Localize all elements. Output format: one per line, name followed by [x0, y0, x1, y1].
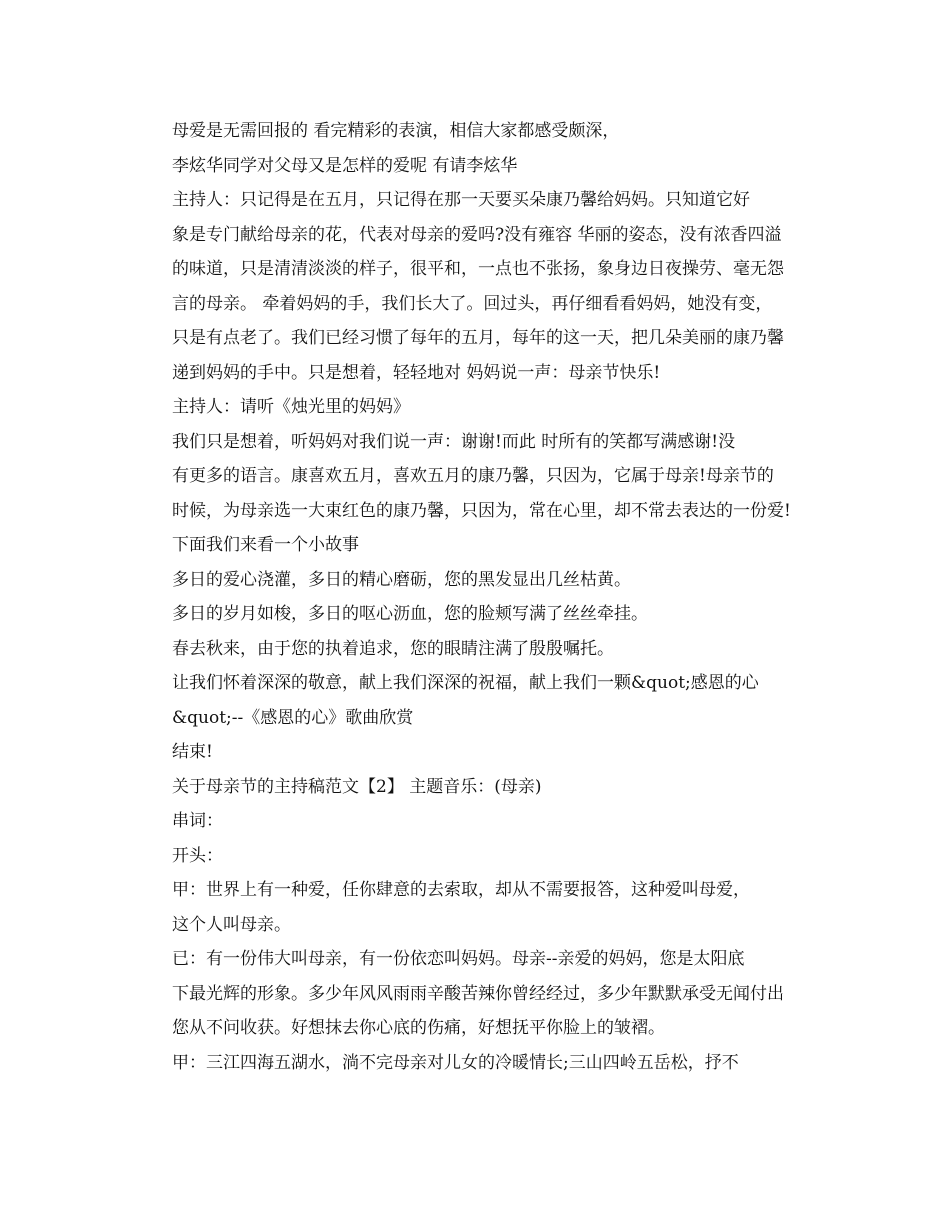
- text-line: 我们只是想着，听妈妈对我们说一声：谢谢!而此 时所有的笑都写满感谢!没: [172, 431, 736, 452]
- text-line: 的味道，只是清清淡淡的样子，很平和，一点也不张扬，象身边日夜操劳、毫无怨: [172, 259, 784, 279]
- paragraph: [138, 597, 818, 632]
- text-line: 时候，为母亲选一大束红色的康乃馨，只因为，常在心里，却不常去表达的一份爱!: [172, 500, 791, 521]
- text-line: 下最光辉的形象。多少年风风雨雨辛酸苦辣你曾经经过，多少年默默承受无闻付出: [172, 983, 784, 1004]
- text-line: 下面我们来看一个小故事: [172, 535, 359, 555]
- text-line: 让我们怀着深深的敬意，献上我们深深的祝福，献上我们一颗&quot;感恩的心: [172, 673, 759, 693]
- paragraph: [138, 528, 818, 563]
- document-body: [138, 114, 818, 1080]
- text-line: 春去秋来，由于您的执着追求，您的眼睛注满了殷殷嘱托。: [172, 638, 614, 659]
- paragraph: [138, 666, 818, 735]
- text-line: 李炫华同学对父母又是怎样的爱呢 有请李炫华: [172, 155, 518, 176]
- paragraph: [138, 183, 818, 390]
- text-line: 多日的爱心浇灌，多日的精心磨砺，您的黑发显出几丝枯黄。: [172, 569, 631, 590]
- paragraph: [138, 804, 818, 839]
- paragraph: [138, 425, 818, 529]
- paragraph: [138, 839, 818, 874]
- text-line: 已：有一份伟大叫母亲，有一份依恋叫妈妈。母亲--亲爱的妈妈，您是太阳底: [172, 949, 745, 969]
- paragraph: [138, 114, 818, 149]
- paragraph: [138, 1046, 818, 1081]
- paragraph: [138, 770, 818, 805]
- text-line: 开头：: [172, 845, 223, 866]
- text-line: 象是专门献给母亲的花，代表对母亲的爱吗?没有雍容 华丽的姿态，没有浓香四溢: [172, 224, 782, 245]
- text-line: 递到妈妈的手中。只是想着，轻轻地对 妈妈说一声：母亲节快乐!: [172, 362, 661, 383]
- text-line: 串词：: [172, 811, 223, 831]
- paragraph: [138, 149, 818, 184]
- paragraph: [138, 873, 818, 942]
- text-line: 关于母亲节的主持稿范文【2】 主题音乐：(母亲): [172, 776, 542, 797]
- text-line: 甲：三江四海五湖水，淌不完母亲对儿女的冷暖情长;三山四岭五岳松，抒不: [172, 1052, 739, 1073]
- paragraph: [138, 632, 818, 667]
- text-line: 这个人叫母亲。: [172, 914, 291, 935]
- paragraph: [138, 390, 818, 425]
- paragraph: [138, 563, 818, 598]
- text-line: 甲：世界上有一种爱，任你肆意的去索取，却从不需要报答，这种爱叫母爱，: [172, 880, 750, 900]
- paragraph: [138, 942, 818, 1046]
- text-line: 有更多的语言。康喜欢五月，喜欢五月的康乃馨，只因为，它属于母亲!母亲节的: [172, 466, 774, 486]
- text-line: 您从不问收获。好想抹去你心底的伤痛，好想抚平你脸上的皱褶。: [172, 1018, 665, 1038]
- text-line: 结束!: [172, 742, 213, 762]
- text-line: 主持人：请听《烛光里的妈妈》: [172, 397, 410, 417]
- text-line: &quot;--《感恩的心》歌曲欣赏: [172, 707, 414, 728]
- text-line: 多日的岁月如梭，多日的呕心沥血，您的脸颊写满了丝丝牵挂。: [172, 604, 648, 624]
- text-line: 言的母亲。 牵着妈妈的手，我们长大了。回过头，再仔细看看妈妈，她没有变，: [172, 293, 773, 314]
- paragraph: [138, 735, 818, 770]
- text-line: 母爱是无需回报的 看完精彩的表演，相信大家都感受颇深，: [172, 121, 620, 141]
- text-line: 只是有点老了。我们已经习惯了每年的五月，每年的这一天，把几朵美丽的康乃馨: [172, 328, 784, 348]
- text-line: 主持人：只记得是在五月，只记得在那一天要买朵康乃馨给妈妈。只知道它好: [172, 190, 750, 210]
